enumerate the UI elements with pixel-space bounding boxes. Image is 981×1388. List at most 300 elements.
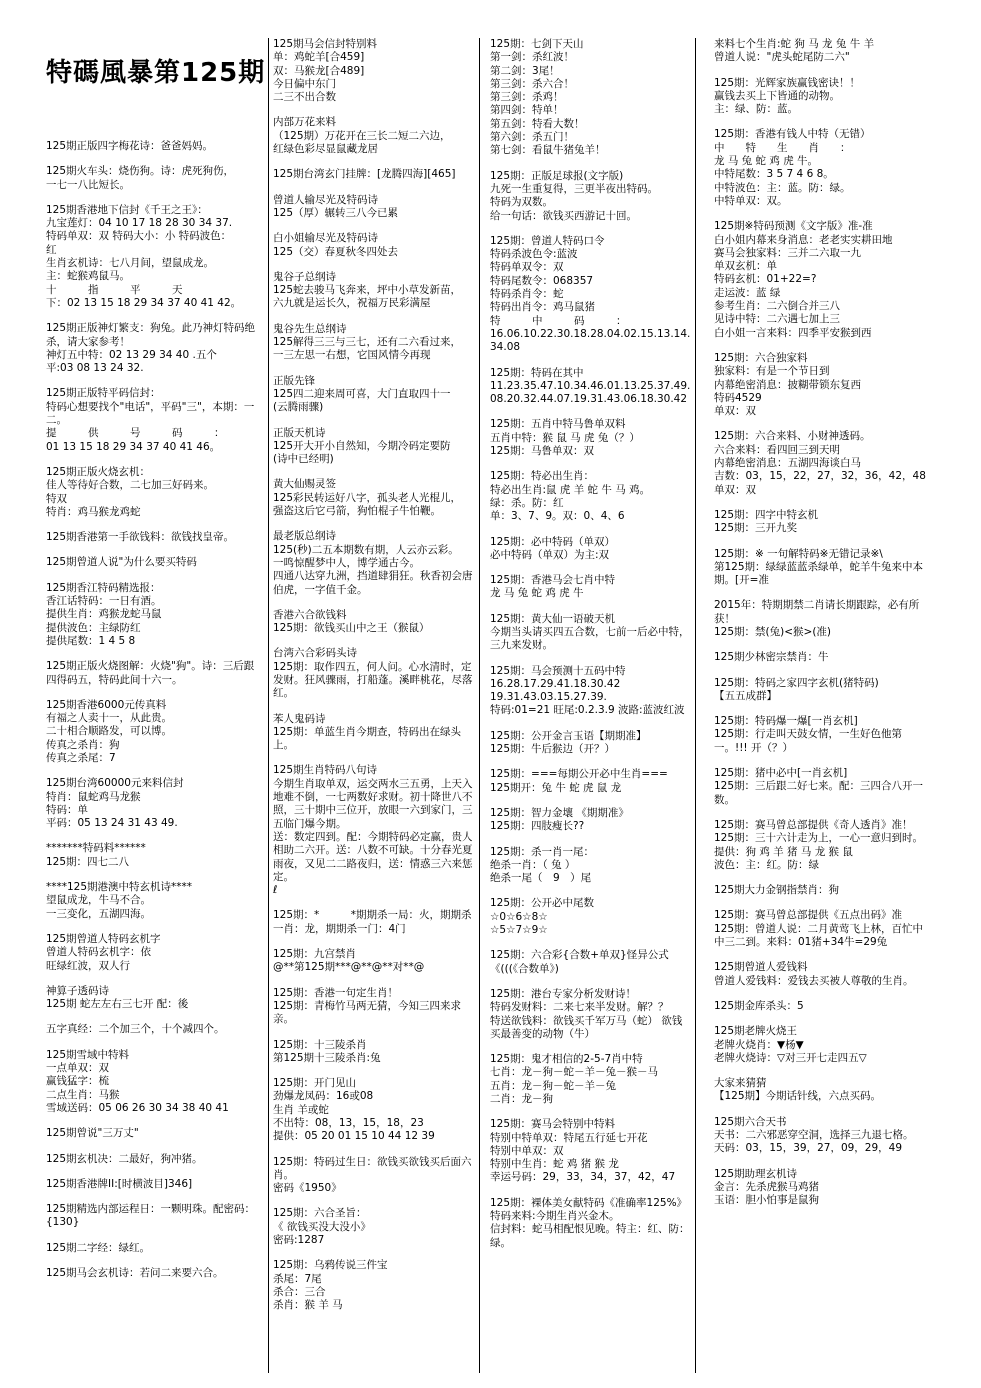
text-line: 天书：二六邪恶穿空洞，选择三九退七格。 xyxy=(714,1129,914,1141)
text-line: 125期：猪中必中[一肖玄机] xyxy=(714,767,848,780)
text-line: 125期：马会预测十五码中特 xyxy=(490,664,626,677)
text-line: 125期：裸体美女献特码《准确率125%》 xyxy=(490,1196,688,1209)
text-line: 第五剑：特看大数！ xyxy=(490,117,585,130)
text-line: 125期：九宫禁肖 xyxy=(273,948,357,961)
text-line: 第一剑：杀红波！ xyxy=(490,51,574,64)
text-line: 125期：六合圣旨： xyxy=(273,1207,367,1220)
text-line: 125期：赛马曾总部提供《奇人透肖》准！ xyxy=(714,818,913,831)
text-line: 正版先锋 xyxy=(273,374,315,387)
text-line: 125期：青梅竹马两无猜，今知三四来求亲。 xyxy=(273,999,462,1026)
text-line: 内部万花来料 xyxy=(273,116,336,129)
text-block xyxy=(273,609,475,636)
text-line: 125期香港第一手欲钱料：欲钱找皇帝。 xyxy=(46,531,235,544)
text-block xyxy=(714,715,932,755)
text-line: 红绿色彩尽显鼠藏龙居 xyxy=(273,143,378,156)
text-block xyxy=(490,807,691,834)
text-line: 下：02 13 15 18 29 34 37 40 41 42。 xyxy=(46,296,242,309)
text-line: 赛马会独家料：三并二六取一九 xyxy=(714,246,861,259)
text-line: 19.31.43.03.15.27.39. xyxy=(490,691,607,704)
text-line: 特码杀波色令:蓝波 xyxy=(490,248,578,261)
text-block xyxy=(273,478,475,518)
text-line: 密码《1950》 xyxy=(273,1182,342,1195)
text-line: 125期：特必出生肖： xyxy=(490,470,595,483)
text-line: 125期正版火烧玄机： xyxy=(46,465,151,478)
text-line: 二肖：龙－狗 xyxy=(490,1093,553,1105)
text-block xyxy=(46,1049,256,1115)
text-line: 最老版总纲诗 xyxy=(273,530,336,543)
text-line: ☆5☆7☆9☆ xyxy=(490,924,548,937)
text-line: 特码玄机：01+22=? xyxy=(714,273,817,286)
text-block xyxy=(490,730,691,757)
text-line: 125开大开小自然知，今期冷码定要防 xyxy=(273,439,451,452)
text-line: 125期：香港有钱人中特（无错） xyxy=(714,128,871,141)
text-line: 125期：四肢瘦长?? xyxy=(490,820,585,833)
text-block xyxy=(46,204,256,310)
text-line: 单：鸡蛇羊[合459] xyxy=(273,51,365,64)
text-block xyxy=(714,1000,932,1013)
text-block xyxy=(46,466,256,519)
text-block xyxy=(273,909,475,936)
text-block xyxy=(714,509,932,536)
text-line: 送：数定四到。配：今期特码必定赢，贵人相助二六开。送：八数不可缺。十分春光夏雨夜，又见二二路夜归，送：情惑三六来惩定。 xyxy=(273,830,473,883)
text-block xyxy=(46,1242,256,1255)
text-line: 125期：单蓝生肖今期查，特码出在绿头上。 xyxy=(273,725,462,752)
text-line: 特码:01=21 旺尾:0.2.3.9 波路:蓝波红波 xyxy=(490,704,685,717)
text-block xyxy=(46,660,256,687)
text-block xyxy=(46,1267,256,1280)
text-line: 红 xyxy=(46,243,57,256)
text-line: 125期：特码过生日：欲钱买欲钱买后面六肖。 xyxy=(273,1155,472,1181)
text-line: 125期：欲钱买山中之王（猴鼠） xyxy=(273,622,430,635)
text-block xyxy=(273,116,475,156)
text-line: 125期：十三陵杀肖 xyxy=(273,1038,367,1051)
column-4 xyxy=(712,38,934,1373)
text-line: 125期：公开金言玉语【期期准】 xyxy=(490,729,647,742)
text-line: 台湾六合彩码头诗 xyxy=(273,647,357,660)
text-line: 中 特 生 肖 ： xyxy=(714,141,851,154)
text-block xyxy=(46,842,256,869)
text-block xyxy=(273,1039,475,1066)
text-line: 赢钱猛字：梳 xyxy=(46,1075,109,1088)
text-line: 特双 xyxy=(46,492,67,505)
text-line: 125期马会玄机诗：若问二来要六合。 xyxy=(46,1267,224,1279)
column-3 xyxy=(486,38,696,1373)
text-block xyxy=(714,819,932,872)
text-line: 佳人等待好合数，二七加三好码来。 xyxy=(46,479,214,492)
text-line: 125期：三后跟二好七来。配：三四合八开一数。 xyxy=(714,780,924,806)
text-line: 125期曾道人特码玄机字 xyxy=(46,932,161,945)
text-line: 第七剑：看鼠牛猪兔羊！ xyxy=(490,144,606,157)
text-line: 125期：香港一句定生肖！ xyxy=(273,986,399,999)
text-block xyxy=(46,777,256,830)
text-line: 五字真经：二个加三个，十个减四个。 xyxy=(46,1023,225,1036)
text-block xyxy=(490,470,691,523)
text-line: 强盗这后它弓箭，狗怕棍子牛怕鞭。 xyxy=(273,505,441,518)
text-line: 125蛇去骏马飞奔来，坪中小草发新苗， xyxy=(273,284,462,297)
text-line: 单双：双 xyxy=(714,405,756,418)
text-block xyxy=(273,194,475,221)
text-line: 125期：港台专家分析发财诗！ xyxy=(490,987,637,1000)
text-block xyxy=(490,949,691,976)
text-line: 特别中单双：双 xyxy=(490,1144,564,1157)
text-block xyxy=(490,846,691,886)
text-line: 金言：先杀虎猴马鸡猪 xyxy=(714,1180,819,1193)
text-line: 125（交）春夏秋冬四处去 xyxy=(273,245,399,258)
text-line: 125期马会信封特别料 xyxy=(273,38,378,50)
text-line: 一三左思一右想，它国风情今再现 xyxy=(273,349,431,362)
text-line: 走运波：蓝 绿 xyxy=(714,286,781,299)
text-line: （125期）万花开在三长二短二六边， xyxy=(273,129,451,142)
text-line: 特别中生肖：蛇 鸡 猪 猴 龙 xyxy=(490,1158,619,1171)
text-line: 来料七个生肖:蛇 狗 马 龙 兔 牛 羊 xyxy=(714,38,875,50)
text-line: 龙 马 兔 蛇 鸡 虎 牛 xyxy=(490,587,584,600)
text-line: 吉数：03，15，22，27，32，36，42，48 xyxy=(714,470,926,483)
text-block xyxy=(490,988,691,1041)
text-line: 赢钱去买上下皆通的动物。 xyxy=(714,89,840,102)
text-line: 五肖中特：猴 鼠 马 虎 兔（？） xyxy=(490,431,640,444)
text-line: 125期：三开九奖 xyxy=(714,522,798,535)
text-block xyxy=(46,985,256,1012)
text-line: 雪域送码：05 06 26 30 34 38 40 41 xyxy=(46,1101,229,1114)
text-line: 11.23.35.47.10.34.46.01.13.25.37.49.08.20.32.44.07.19.31.43.06.18.30.42 xyxy=(490,379,691,406)
text-line: 波色：主：红。防：绿 xyxy=(714,858,819,871)
text-block xyxy=(46,1127,256,1140)
text-line: 125期：※ 一句解特码※无错记录※\ xyxy=(714,547,883,560)
text-line: 125期※特码预测《文字版》准-准 xyxy=(714,220,873,233)
text-block xyxy=(490,536,691,563)
text-block xyxy=(490,1053,691,1106)
text-line: 单双玄机：单 xyxy=(714,260,777,273)
text-line: 125期：必中特码（单双） xyxy=(490,535,616,548)
text-block xyxy=(714,1077,932,1104)
text-line: 白小姐一言来料：四季平安猴到西 xyxy=(714,326,872,339)
text-block xyxy=(490,768,691,795)
text-line: 大家来猜猜 xyxy=(714,1077,767,1090)
text-line: 125期正版特平码信封： xyxy=(46,387,161,400)
text-line: 密码:1287 xyxy=(273,1234,325,1247)
text-line: 平:03 08 13 24 32. xyxy=(46,362,144,375)
text-block xyxy=(490,665,691,718)
text-line: 125期：* *期期杀一局：火，期期杀一肖：龙，期期杀一门：4门 xyxy=(273,909,472,935)
text-line: 125期六合天书 xyxy=(714,1115,787,1128)
text-line: 提供尾数：1 4 5 8 xyxy=(46,634,136,647)
text-line: 正版天机诗 xyxy=(273,426,326,439)
text-line: 125期曾道人爱钱料 xyxy=(714,961,808,974)
text-line: 125期台湾玄门挂牌：[龙腾四海][465] xyxy=(273,168,456,181)
text-line: 125期：赛马曾总部提供《五点出码》准 xyxy=(714,909,903,922)
text-block xyxy=(273,987,475,1027)
text-line: 杀合：三合 xyxy=(273,1285,326,1298)
text-line: 主：绿、防：蓝。 xyxy=(714,103,798,116)
text-block xyxy=(273,530,475,596)
text-block xyxy=(273,764,475,897)
text-line: 125期台湾60000元来料信封 xyxy=(46,777,184,790)
text-line: 九死一生重复得，三更半夜出特码。 xyxy=(490,182,658,195)
text-block xyxy=(714,651,932,664)
text-line: 125期香港地下信封《千王之王》： xyxy=(46,203,208,216)
text-block xyxy=(714,767,932,807)
text-line: 01 13 15 18 29 34 37 40 41 46。 xyxy=(46,440,221,453)
text-line: 单双：双 xyxy=(714,483,756,496)
text-line: 参考生肖：二六倒合并三八 xyxy=(714,300,840,313)
text-block xyxy=(273,1156,475,1196)
text-line: 玉语：胆小怕事是鼠狗 xyxy=(714,1194,819,1207)
text-line: 平码：05 13 24 31 43 49. xyxy=(46,817,178,830)
text-line: 必中特码（单双）为主:双 xyxy=(490,548,610,561)
text-line: (云腾雨骤) xyxy=(273,401,324,414)
text-line: 125期：禁(兔)<猴>(准) xyxy=(714,625,832,638)
text-line: 特码杀肖令：蛇 xyxy=(490,288,564,301)
text-line: 特码4529 xyxy=(714,391,762,404)
text-block xyxy=(46,1023,256,1036)
text-line: 二十相合顺路发，可以博。 xyxy=(46,725,172,738)
text-block xyxy=(273,323,475,363)
text-line: 二点生肖：马猴 xyxy=(46,1088,120,1101)
text-line: 杀尾：7尾 xyxy=(273,1272,322,1285)
text-line: 提供波色：主绿防红 xyxy=(46,621,141,634)
text-line: ☆0☆6☆8☆ xyxy=(490,910,548,923)
text-line: 第125期十三陵杀肖:兔 xyxy=(273,1051,381,1064)
text-block xyxy=(46,1203,256,1230)
text-line: 绝杀一尾（ 9 ）尾 xyxy=(490,872,592,885)
text-line: 一点单双：双 xyxy=(46,1062,109,1075)
text-block xyxy=(714,1025,932,1065)
text-line: 今期生肖取单双，运交两水三五勇，上天入地难不倒，一七两数好求财。初十降世八不照，三十期中三位开，放眼一六到家门，三五临门爆今期。 xyxy=(273,777,473,830)
text-block xyxy=(490,613,691,653)
text-line: 龙 马 兔 蛇 鸡 虎 牛。 xyxy=(714,155,819,168)
text-line: 125期：杀一肖一尾： xyxy=(490,845,595,858)
text-line: 见诗中特：二六遇七加上三 xyxy=(714,313,840,326)
text-line: 125期：曾道人特码口令 xyxy=(490,234,605,247)
text-line: 白小姐输尽光及特码诗 xyxy=(273,232,378,245)
text-block xyxy=(273,948,475,975)
text-line: 125彩民转运好八字，孤头老人光棍儿， xyxy=(273,491,462,504)
text-line: 今期当头请买四五合数，七前一后必中特，三九来发财。 xyxy=(490,625,690,652)
text-block xyxy=(714,909,932,949)
text-line: 125期：香港马会七肖中特 xyxy=(490,574,616,587)
text-line: 125(秒)二五本期数有期，人云亦云彩。 xyxy=(273,543,459,556)
text-line: 香江话特码：一日有酒。 xyxy=(46,595,162,608)
text-line: 提供：05 20 01 15 10 44 12 39 xyxy=(273,1130,435,1143)
text-line: 有福之人卖十一，从此贵。 xyxy=(46,712,172,725)
text-line: ****125期港澳中特玄机诗**** xyxy=(46,881,193,894)
text-line: 主：蛇猴鸡鼠马。 xyxy=(46,270,130,283)
text-line: 16.28.17.29.41.18.30.42 xyxy=(490,677,621,690)
text-block xyxy=(46,322,256,375)
text-block xyxy=(714,77,932,117)
text-line: 五肖：龙－狗－蛇－羊－兔 xyxy=(490,1079,616,1092)
text-block xyxy=(714,599,932,639)
text-line: 125期少林密宗禁肖：牛 xyxy=(714,651,829,664)
text-line: 125期二字经：绿红。 xyxy=(46,1241,151,1254)
text-line: 曾道人输尽光及特码诗 xyxy=(273,193,378,206)
text-line: 125期：七剑下天山 xyxy=(490,38,584,50)
text-line: 中特单双：双。 xyxy=(714,194,788,207)
text-line: 125期：乌鸦传说三件宝 xyxy=(273,1259,388,1272)
text-line: 125期：六合来料、小财神透码。 xyxy=(714,430,871,443)
text-line: 125期：牛后猴边（开？） xyxy=(490,743,616,756)
text-line: 特码单双：双 特码大小：小 特码波色： xyxy=(46,230,232,243)
text-block xyxy=(490,418,691,458)
text-line: 125期：行走叫天鼓女情，一生好色他第一。!!! 开（？） xyxy=(714,728,903,754)
text-line: 125期雪域中特料 xyxy=(46,1048,130,1061)
text-line: 七肖：龙－狗－蛇－羊－兔－猴－马 xyxy=(490,1066,658,1079)
text-line: 神灯五中特：02 13 29 34 40 .五个 xyxy=(46,348,217,361)
text-line: 125期开：兔 牛 蛇 虎 鼠 龙 xyxy=(490,781,622,794)
text-block xyxy=(273,1207,475,1247)
text-line: 黄大仙赐灵签 xyxy=(273,478,336,491)
page-title: 特碼風暴第125期 xyxy=(46,58,266,88)
text-block xyxy=(714,548,932,588)
text-block xyxy=(273,271,475,311)
text-line: 特肖：鼠蛇鸡马龙猴 xyxy=(46,790,141,803)
text-line: 第二剑：3尾！ xyxy=(490,64,560,77)
text-line: 天码：03，15，39，27，09，29，49 xyxy=(714,1142,903,1155)
text-block xyxy=(490,38,691,158)
text-line: 劲爆龙凤码：16或08 xyxy=(273,1090,374,1103)
text-line: 125解得三三与三七，还有二六看过来， xyxy=(273,336,462,349)
text-block xyxy=(714,1116,932,1156)
text-line: 传真之杀肖：狗 xyxy=(46,738,120,751)
text-line: 特码心想要找个"电话"，平码"三"，本期：一二。 xyxy=(46,400,255,427)
text-block xyxy=(714,38,932,65)
text-line: 125期精选内部运程日：一颗明珠。配密码：{130} xyxy=(46,1203,256,1229)
text-line: 不出特：08，13，15，18，23 xyxy=(273,1117,424,1129)
text-line: 中特波色：主：蓝。防：绿。 xyxy=(714,181,851,194)
text-line: 【五五成群】 xyxy=(714,689,777,702)
text-line: 125期正版四字梅花诗：爸爸妈妈。 xyxy=(46,140,214,152)
text-line: 一三变化，五湖四海。 xyxy=(46,907,151,920)
text-line: 125期：取作四五，何人问。心水清时，定发财。狂风骤雨，打船蓬。溪畔桃花，尽落红。 xyxy=(273,660,473,700)
text-block xyxy=(490,897,691,937)
text-block xyxy=(273,1077,475,1143)
column-1 xyxy=(46,140,256,1375)
text-block xyxy=(46,1178,256,1191)
text-line: 125期老牌火烧王 xyxy=(714,1025,798,1038)
text-line: 第三剑：杀鸡！ xyxy=(490,91,564,104)
text-line: 第四剑：特单！ xyxy=(490,104,564,117)
text-line: 125期：特码之家四字玄机(猪特码) xyxy=(714,676,879,689)
text-line: 双：马猴龙[合489] xyxy=(273,64,365,77)
text-line: 125期：黄大仙一语破天机 xyxy=(490,612,616,625)
text-line: 生肖玄机诗：七八月间，望鼠成龙。 xyxy=(46,257,214,270)
text-line: 125期：曾道人说：二月黄莺飞上林，百忙中中三二到。来料：01猪+34牛=29兔 xyxy=(714,922,924,949)
text-line: 生肖 羊或蛇 xyxy=(273,1103,329,1116)
text-line: 125期：智力金壤 《期期准》 xyxy=(490,806,629,819)
text-line: 杀肖：猴 羊 马 xyxy=(273,1299,343,1312)
text-line: 《 欲钱买没大没小》 xyxy=(273,1220,371,1233)
text-line: (诗中已经明) xyxy=(273,453,334,466)
text-line: 特必出生肖:鼠 虎 羊 蛇 牛 马 鸡。 xyxy=(490,483,651,496)
text-block xyxy=(46,933,256,973)
text-block xyxy=(273,232,475,259)
text-line: 九宝莲灯：04 10 17 18 28 30 34 37. xyxy=(46,217,233,230)
text-line: 特码：单 xyxy=(46,803,88,816)
text-line: 125期香江特码精选报： xyxy=(46,581,161,594)
text-block xyxy=(46,140,256,153)
text-line: 125期：赛马会特别中特料 xyxy=(490,1118,616,1131)
text-line: 125期 蛇左左右三七开 配：後 xyxy=(46,998,189,1011)
text-line: 125期：四七二八 xyxy=(46,855,130,868)
text-line: 曾道人爱钱料：爱钱去买被人尊敬的生肖。 xyxy=(714,974,914,987)
text-line: 第六剑：杀五门！ xyxy=(490,131,574,144)
text-block xyxy=(490,1118,691,1184)
text-line: 125期金库杀头：5 xyxy=(714,999,804,1012)
text-block xyxy=(46,165,256,192)
text-block xyxy=(714,961,932,988)
text-line: 老牌火烧诗：▽对三开七走四五▽ xyxy=(714,1051,867,1064)
text-line: 六九就是运长久，祝福万民彩满屋 xyxy=(273,297,431,310)
text-line: 特 中 码 ： xyxy=(490,314,627,327)
text-block xyxy=(714,884,932,897)
text-line: 125期曾说"三万丈" xyxy=(46,1127,139,1140)
text-block xyxy=(490,170,691,223)
text-line: 125期：四字中特玄机 xyxy=(714,508,819,521)
text-line: 125期玄机决：二最好，狗冲猪。 xyxy=(46,1152,203,1165)
text-line: 125期：六合彩{合数+单双}怪异公式 xyxy=(490,949,669,962)
text-line: 单：3、7、9。双：0、4、6 xyxy=(490,510,625,523)
text-block xyxy=(490,235,691,355)
text-line: 125期：特码爆一爆[一肖玄机] xyxy=(714,715,858,728)
text-block xyxy=(490,574,691,601)
text-line: 幸运号码：29，33，34，37，42，47 xyxy=(490,1171,676,1184)
text-line: ℓ xyxy=(273,884,278,897)
text-line: 特送欲钱料：欲钱买千军万马（蛇） 欲钱买最善变的动物（牛） xyxy=(490,1014,683,1040)
text-line: 望鼠成龙，牛马不合。 xyxy=(46,894,151,907)
text-block xyxy=(46,881,256,921)
text-line: 独家料：有是一个节日到 xyxy=(714,365,830,378)
text-line: 特码尾数令：068357 xyxy=(490,274,594,287)
text-line: 125期：三十六计走为上，一心一意归到时。 xyxy=(714,832,924,845)
text-block xyxy=(714,220,932,340)
text-line: 特别中特单双：特尾五行延七开花 xyxy=(490,1131,648,1144)
text-line: 内幕绝密消息：披糊带锁东复西 xyxy=(714,378,861,391)
text-line: 六合来料：看四回三到天明 xyxy=(714,443,840,456)
text-line: 十 指 平 天 xyxy=(46,283,183,296)
text-line: @**第125期***@**@**对**@ xyxy=(273,961,425,974)
text-line: 125期香港牌II:[时横波目]346] xyxy=(46,1177,193,1190)
text-line: 125期大力金钢指禁肖：狗 xyxy=(714,884,840,897)
text-line: 第125期：绿绿蓝蓝杀绿单，蛇羊牛兔来中本期。[开=准 xyxy=(714,560,924,587)
text-block xyxy=(273,427,475,467)
text-block xyxy=(46,582,256,648)
text-line: 125期香港6000元传真料 xyxy=(46,698,167,711)
text-line: 传真之杀尾：7 xyxy=(46,751,116,764)
text-line: 今日偏中东门 xyxy=(273,77,336,90)
text-line: 老牌火烧肖：▼杨▼ xyxy=(714,1038,804,1051)
text-line: 16.06.10.22.30.18.28.04.02.15.13.14.34.08 xyxy=(490,327,691,354)
text-block xyxy=(273,1259,475,1312)
text-line: 125期：公开必中尾数 xyxy=(490,897,595,910)
text-line: 125期助理玄机诗 xyxy=(714,1167,798,1180)
text-line: 神算子透码诗 xyxy=(46,984,109,997)
text-block xyxy=(273,168,475,181)
text-line: 苯人鬼码诗 xyxy=(273,712,326,725)
text-line: 【125期】今期话针线，六点买码。 xyxy=(714,1090,882,1103)
text-block xyxy=(273,38,475,104)
text-block xyxy=(273,647,475,700)
text-line: 125期：五肖中特马鲁单双料 xyxy=(490,418,626,431)
text-line: 特码发财料：二来七来半发财。解？？ xyxy=(490,1001,669,1014)
text-line: 125期：光辉家族赢钱密诀！！ xyxy=(714,76,861,89)
text-line: 香港六合欲钱料 xyxy=(273,608,347,621)
text-line: 第三剑：杀六合！ xyxy=(490,77,574,90)
text-block xyxy=(46,1153,256,1166)
text-line: 鬼谷子总纲诗 xyxy=(273,270,336,283)
text-line: 绝杀一肖：（ 兔 ） xyxy=(490,858,576,871)
text-line: 白小姐内幕来身消息：老老实实耕田地 xyxy=(714,233,893,246)
text-line: 125期生肖特码八句诗 xyxy=(273,764,378,777)
